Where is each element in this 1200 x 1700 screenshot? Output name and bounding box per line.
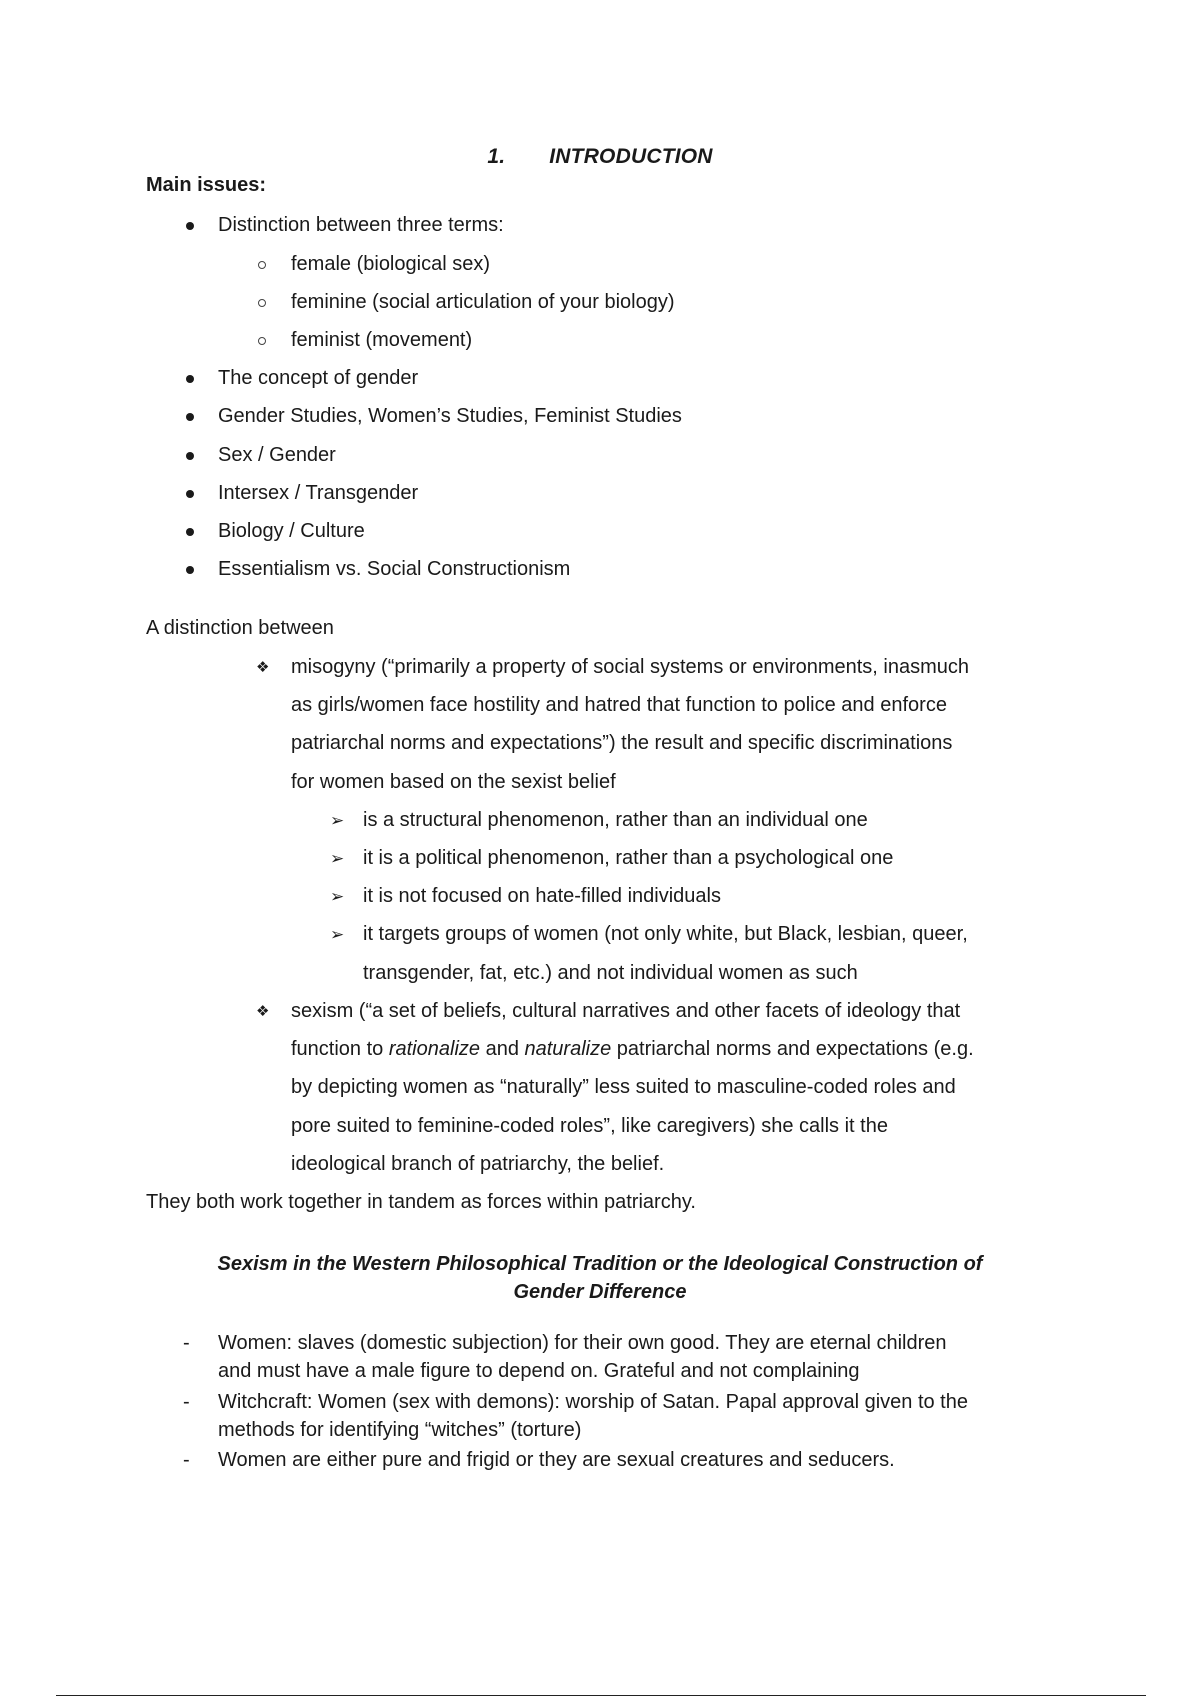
- sexism-text: and: [480, 1038, 525, 1060]
- main-issues-heading: Main issues:: [146, 174, 267, 196]
- sexism-line: ideological branch of patriarchy, the belief.: [291, 1153, 665, 1175]
- list-item: is a structural phenomenon, rather than an individual one: [363, 809, 868, 831]
- sexism-line: sexism (“a set of beliefs, cultural narratives and other facets of ideology that: [291, 1000, 961, 1022]
- list-item: Sex / Gender: [218, 444, 336, 466]
- dash-bullet-icon: -: [183, 1449, 190, 1471]
- sexism-line: [291, 1037, 974, 1061]
- list-item: The concept of gender: [218, 367, 419, 389]
- diamond-bullet-icon: ❖: [256, 1003, 270, 1020]
- section-heading-line: Gender Difference: [513, 1281, 687, 1303]
- list-item: Essentialism vs. Social Constructionism: [218, 558, 571, 580]
- emphasis-rationalize: rationalize: [388, 1038, 481, 1060]
- sexism-text: function to: [291, 1038, 389, 1060]
- list-item: Biology / Culture: [218, 520, 365, 542]
- list-item: Women: slaves (domestic subjection) for their own good. They are eternal children: [218, 1332, 947, 1354]
- list-item: Intersex / Transgender: [218, 482, 419, 504]
- list-item: it is not focused on hate-filled individuals: [363, 885, 721, 907]
- misogyny-line: misogyny (“primarily a property of social systems or environments, inasmuch: [291, 656, 969, 678]
- dash-bullet-icon: -: [183, 1391, 190, 1413]
- list-item: it is a political phenomenon, rather than a psychological one: [363, 847, 894, 869]
- bullet-dot-icon: [186, 375, 194, 383]
- list-item-continuation: methods for identifying “witches” (torture): [218, 1419, 582, 1441]
- arrow-bullet-icon: ➢: [330, 811, 345, 830]
- arrow-bullet-icon: ➢: [330, 849, 345, 868]
- arrow-bullet-icon: ➢: [330, 925, 345, 944]
- page-title: [0, 145, 1200, 169]
- bullet-circle-icon: [258, 261, 266, 269]
- misogyny-line: patriarchal norms and expectations”) the result and specific discriminations: [291, 732, 953, 754]
- misogyny-line: as girls/women face hostility and hatred that function to police and enforce: [291, 694, 947, 716]
- section-heading: [150, 1250, 1050, 1306]
- bullet-circle-icon: [258, 299, 266, 307]
- list-item: Distinction between three terms:: [218, 214, 504, 236]
- misogyny-line: for women based on the sexist belief: [291, 771, 616, 793]
- sub-list-item: feminine (social articulation of your biology): [291, 291, 675, 313]
- list-item-continuation: and must have a male figure to depend on. Grateful and not complaining: [218, 1360, 860, 1382]
- bullet-dot-icon: [186, 528, 194, 536]
- list-item: Witchcraft: Women (sex with demons): worship of Satan. Papal approval given to the: [218, 1391, 968, 1413]
- sub-list-item: female (biological sex): [291, 253, 490, 275]
- sexism-line: pore suited to feminine-coded roles”, like caregivers) she calls it the: [291, 1115, 888, 1137]
- distinction-intro: A distinction between: [146, 617, 334, 639]
- list-item-continuation: transgender, fat, etc.) and not individual women as such: [363, 962, 858, 984]
- diamond-bullet-icon: ❖: [256, 659, 270, 676]
- emphasis-naturalize: naturalize: [524, 1038, 612, 1060]
- bullet-dot-icon: [186, 490, 194, 498]
- title-text: INTRODUCTION: [549, 145, 713, 168]
- dash-bullet-icon: -: [183, 1332, 190, 1354]
- conclusion-text: They both work together in tandem as forces within patriarchy.: [146, 1191, 696, 1213]
- arrow-bullet-icon: ➢: [330, 887, 345, 906]
- sexism-line: by depicting women as “naturally” less suited to masculine-coded roles and: [291, 1076, 956, 1098]
- bullet-dot-icon: [186, 566, 194, 574]
- sub-list-item: feminist (movement): [291, 329, 473, 351]
- list-item: Women are either pure and frigid or they are sexual creatures and seducers.: [218, 1449, 895, 1471]
- bullet-dot-icon: [186, 452, 194, 460]
- footer-rule: [56, 1695, 1146, 1696]
- title-number: 1.: [487, 145, 506, 168]
- bullet-dot-icon: [186, 222, 194, 230]
- list-item: it targets groups of women (not only white, but Black, lesbian, queer,: [363, 923, 968, 945]
- section-heading-line: Sexism in the Western Philosophical Tradition or the Ideological Construction of: [217, 1253, 983, 1275]
- sexism-text: patriarchal norms and expectations (e.g.: [611, 1038, 974, 1060]
- bullet-dot-icon: [186, 413, 194, 421]
- list-item: Gender Studies, Women’s Studies, Feminist Studies: [218, 405, 682, 427]
- bullet-circle-icon: [258, 337, 266, 345]
